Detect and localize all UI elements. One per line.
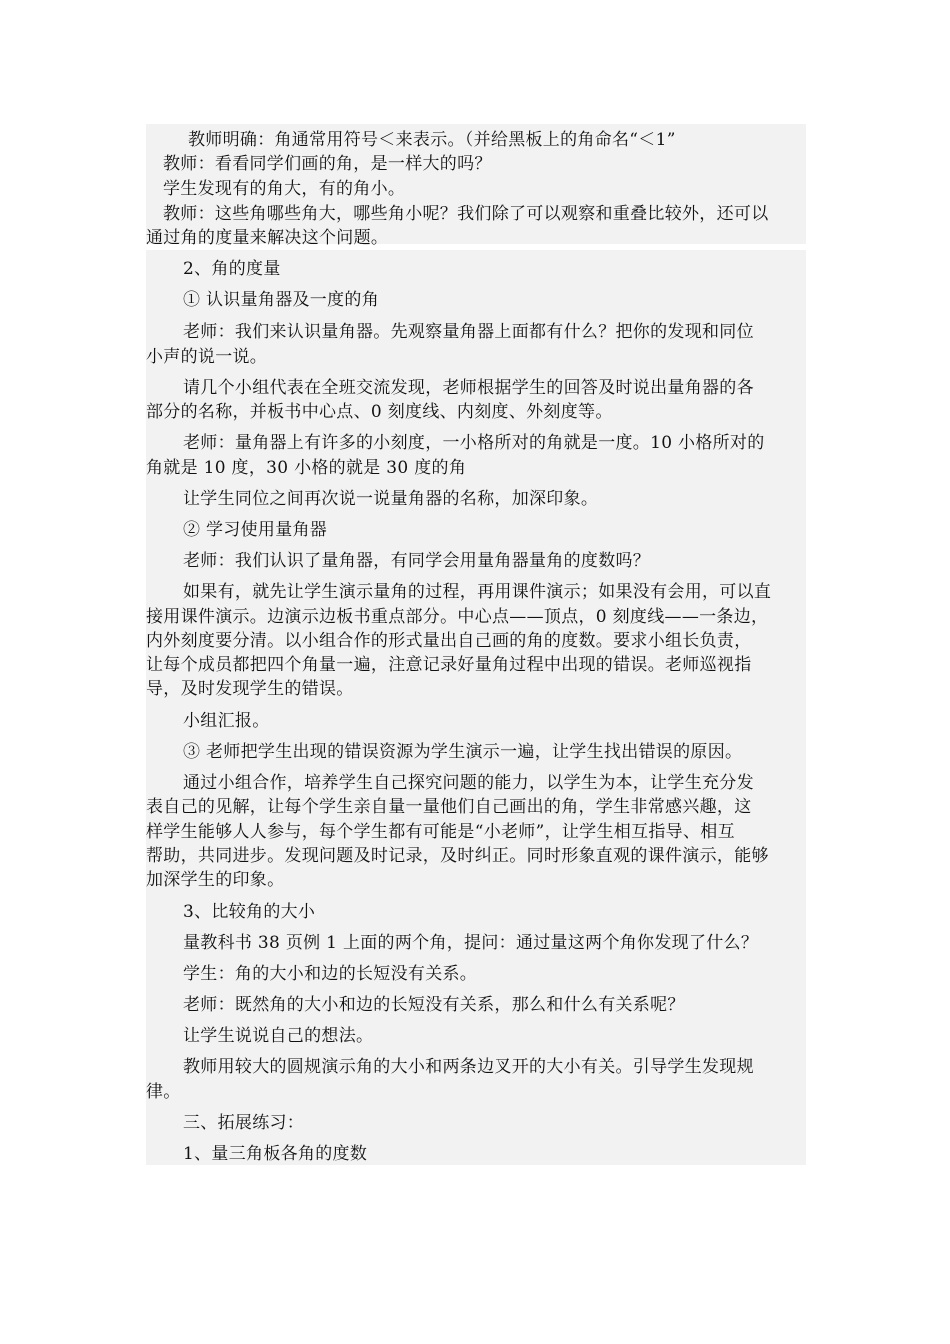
subheading-protractor-introduction: ① 认识量角器及一度的角	[183, 290, 380, 310]
paragraph-line: 接用课件演示。边演示边板书重点部分。中心点——顶点，0 刻度线——一条边，	[146, 607, 769, 627]
paragraph-line: 导，及时发现学生的错误。	[146, 679, 354, 699]
student-observation-line: 学生发现有的角大，有的角小。	[163, 179, 406, 199]
paragraph-line: 老师：既然角的大小和边的长短没有关系，那么和什么有关系呢？	[183, 995, 685, 1015]
teacher-question-line: 教师：看看同学们画的角，是一样大的吗？	[163, 154, 492, 174]
teacher-clarification-line: 教师明确：角通常用符号＜来表示。（并给黑板上的角命名“＜1”	[188, 130, 676, 150]
paragraph-line: 让学生同位之间再次说一说量角器的名称，加深印象。	[183, 489, 599, 509]
paragraph-line: 部分的名称，并板书中心点、0 刻度线、内刻度、外刻度等。	[146, 402, 613, 422]
paragraph-line: 小组汇报。	[183, 711, 270, 731]
paragraph-line: 请几个小组代表在全班交流发现，老师根据学生的回答及时说出量角器的各	[183, 378, 754, 398]
paragraph-line: 如果有，就先让学生演示量角的过程，再用课件演示；如果没有会用，可以直	[183, 582, 772, 602]
paragraph-line: 样学生能够人人参与，每个学生都有可能是“小老师”，让学生相互指导、相互	[146, 822, 735, 842]
paragraph-line: 律。	[146, 1082, 181, 1102]
paragraph-line: 帮助，共同进步。发现问题及时记录，及时纠正。同时形象直观的课件演示，能够	[146, 846, 769, 866]
exercise-line: 1、量三角板各角的度数	[183, 1144, 368, 1164]
paragraph-line: 表自己的见解，让每个学生亲自量一量他们自己画出的角，学生非常感兴趣，这	[146, 797, 752, 817]
teacher-comparison-line: 教师：这些角哪些角大，哪些角小呢？我们除了可以观察和重叠比较外，还可以	[163, 204, 769, 224]
paragraph-line: 量教科书 38 页例 1 上面的两个角，提问：通过量这两个角你发现了什么？	[183, 933, 759, 953]
paragraph-line: 通过小组合作，培养学生自己探究问题的能力，以学生为本，让学生充分发	[183, 773, 754, 793]
paragraph-line: 角就是 10 度，30 小格的就是 30 度的角	[146, 458, 467, 478]
paragraph-line: 教师用较大的圆规演示角的大小和两条边叉开的大小有关。引导学生发现规	[183, 1057, 754, 1077]
paragraph-line: 加深学生的印象。	[146, 870, 285, 890]
paragraph-line: 让每个成员都把四个角量一遍，注意记录好量角过程中出现的错误。老师巡视指	[146, 655, 752, 675]
paragraph-line: 老师：我们认识了量角器，有同学会用量角器量角的度数吗？	[183, 551, 651, 571]
section-heading-extension-practice: 三、拓展练习：	[183, 1113, 305, 1133]
teacher-comparison-line-continuation: 通过角的度量来解决这个问题。	[146, 228, 389, 248]
paragraph-line: 小声的说一说。	[146, 347, 268, 367]
paragraph-line: 老师：我们来认识量角器。先观察量角器上面都有什么？把你的发现和同位	[183, 322, 754, 342]
paragraph-line: 内外刻度要分清。以小组合作的形式量出自己画的角的度数。要求小组长负责，	[146, 631, 752, 651]
subheading-using-protractor: ② 学习使用量角器	[183, 520, 328, 540]
paragraph-line: 让学生说说自己的想法。	[183, 1026, 374, 1046]
section-heading-angle-measurement: 2、角的度量	[183, 259, 281, 279]
paragraph-line: ③ 老师把学生出现的错误资源为学生演示一遍，让学生找出错误的原因。	[183, 742, 743, 762]
paragraph-line: 老师：量角器上有许多的小刻度，一小格所对的角就是一度。10 小格所对的	[183, 433, 765, 453]
paragraph-line: 学生：角的大小和边的长短没有关系。	[183, 964, 478, 984]
section-heading-compare-angles: 3、比较角的大小	[183, 902, 316, 922]
